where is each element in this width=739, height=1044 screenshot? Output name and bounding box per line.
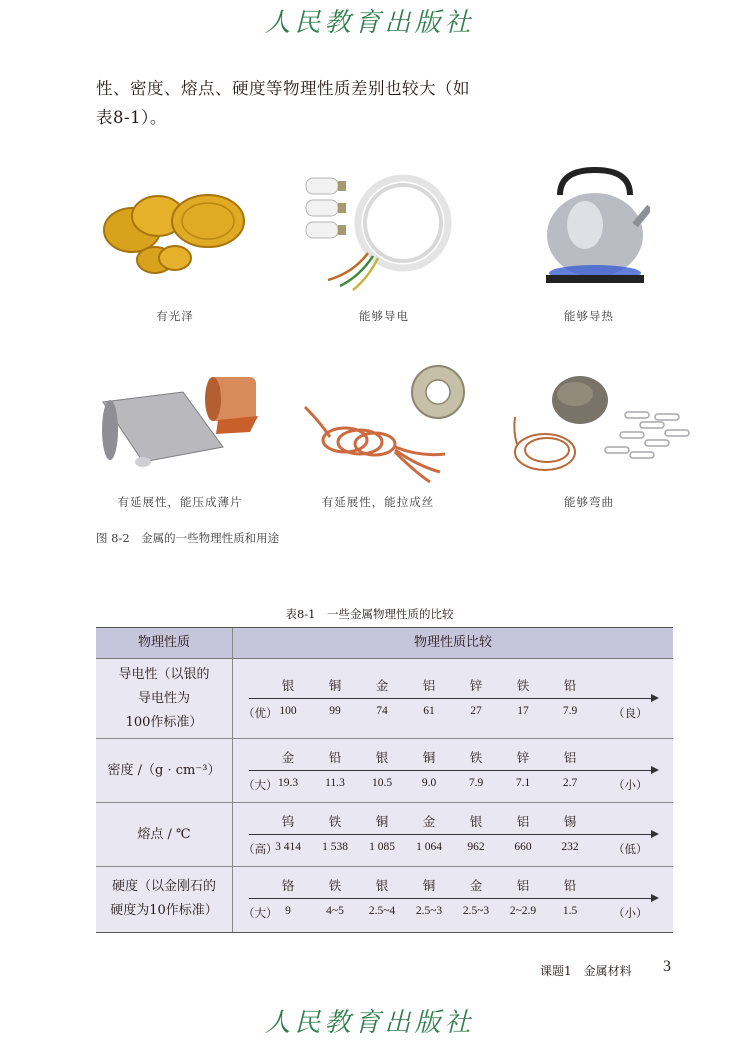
order-arrow-line xyxy=(249,698,653,699)
publisher-logo-top: 人民教育出版社 xyxy=(264,8,475,38)
metal-name: 铅 xyxy=(328,750,342,765)
metal-name: 铜 xyxy=(422,878,436,893)
order-start-label: （大） xyxy=(243,906,278,920)
metal-value: 99 xyxy=(329,705,341,717)
metal-name: 银 xyxy=(469,814,483,829)
metal-value: 7.1 xyxy=(515,777,531,789)
metal-value: 962 xyxy=(467,841,485,853)
table-row-hardness xyxy=(96,867,673,930)
metal-value: 61 xyxy=(423,705,435,717)
comparison-cells xyxy=(233,659,673,738)
order-end-label: （小） xyxy=(613,906,648,920)
metal-value: 10.5 xyxy=(371,777,393,789)
metal-value: 2.5~3 xyxy=(462,905,490,917)
order-end-label: （良） xyxy=(613,706,648,720)
foil-sheet-photo xyxy=(98,372,263,470)
metal-name: 铬 xyxy=(281,878,295,893)
header-comparison: 物理性质比较 xyxy=(413,635,492,650)
property-label xyxy=(96,739,232,802)
arrow-head-icon xyxy=(651,766,659,774)
metal-value: 2.7 xyxy=(562,777,578,789)
order-arrow-line xyxy=(249,898,653,899)
metal-name: 银 xyxy=(281,678,295,693)
metal-value: 2.5~4 xyxy=(368,905,396,917)
metal-name: 铁 xyxy=(516,678,530,693)
order-arrow-line xyxy=(249,770,653,771)
metal-name: 铁 xyxy=(328,878,342,893)
page-number: 3 xyxy=(663,958,671,975)
metal-value: 27 xyxy=(470,705,482,717)
property-label-line: 100作标准） xyxy=(125,714,203,730)
metal-name: 铝 xyxy=(563,750,577,765)
caption-malleable-sheet: 有延展性，能压成薄片 xyxy=(117,495,243,509)
property-label xyxy=(96,803,232,866)
property-label-line: 熔点 / ℃ xyxy=(137,826,191,842)
table-header xyxy=(96,628,673,659)
metal-name: 铅 xyxy=(563,678,577,693)
property-label-line: 导电性为 xyxy=(137,690,190,706)
copper-wire-photo xyxy=(300,362,465,487)
table-title: 表8-1 一些金属物理性质的比较 xyxy=(285,607,454,621)
table-row-density xyxy=(96,739,673,803)
intro-line-1: 性、密度、熔点、硬度等物理性质差别也较大（如 xyxy=(96,79,470,98)
metal-value: 3 414 xyxy=(275,841,301,853)
caption-ductile-wire: 有延展性，能拉成丝 xyxy=(321,495,435,509)
property-label-line: 硬度（以金刚石的 xyxy=(111,878,216,894)
metal-name: 金 xyxy=(281,750,295,765)
order-start-label: （优） xyxy=(243,706,278,720)
metal-value: 11.3 xyxy=(325,777,345,789)
metal-value: 232 xyxy=(561,841,579,853)
arrow-head-icon xyxy=(651,894,659,902)
metal-value: 2~2.9 xyxy=(509,905,537,917)
publisher-logo-bottom: 人民教育出版社 xyxy=(264,1008,475,1038)
comparison-cells xyxy=(233,739,673,802)
arrow-head-icon xyxy=(651,694,659,702)
order-end-label: （小） xyxy=(613,778,648,792)
metal-name: 铁 xyxy=(469,750,483,765)
order-start-label: （高） xyxy=(243,842,278,856)
metal-value: 100 xyxy=(279,705,297,717)
metal-name: 铝 xyxy=(516,878,530,893)
metal-value: 2.5~3 xyxy=(415,905,443,917)
intro-line-2: 表8-1）。 xyxy=(96,108,167,127)
metal-value: 1 085 xyxy=(369,841,395,853)
metal-name: 铅 xyxy=(563,878,577,893)
caption-conductive-heat: 能够导热 xyxy=(564,309,614,323)
order-arrow-line xyxy=(249,834,653,835)
order-start-label: （大） xyxy=(243,778,278,792)
metal-name: 锌 xyxy=(469,678,483,693)
property-label xyxy=(96,867,232,930)
intro-paragraph xyxy=(96,74,656,132)
metal-name: 锌 xyxy=(516,750,530,765)
steel-wool-clips-photo xyxy=(505,372,695,482)
property-label-line: 密度 /（g · cm⁻³） xyxy=(107,762,221,778)
metal-value: 19.3 xyxy=(277,777,299,789)
metal-name: 钨 xyxy=(281,814,295,829)
figure-caption: 图 8-2 金属的一些物理性质和用途 xyxy=(96,531,280,545)
metal-name: 铜 xyxy=(328,678,342,693)
header-property: 物理性质 xyxy=(137,635,190,650)
footer-section: 课题1 金属材料 xyxy=(540,964,632,978)
metal-properties-table xyxy=(96,627,673,933)
property-label-line: 导电性（以银的 xyxy=(118,666,210,682)
metal-name: 锡 xyxy=(563,814,577,829)
metal-value: 9.0 xyxy=(421,777,437,789)
metal-value: 7.9 xyxy=(468,777,484,789)
metal-value: 7.9 xyxy=(562,705,578,717)
wire-bulbs-photo xyxy=(298,168,458,293)
metal-name: 银 xyxy=(375,878,389,893)
metal-value: 9 xyxy=(285,905,291,917)
property-label xyxy=(96,659,232,738)
gold-coins-photo xyxy=(100,188,250,278)
metal-name: 银 xyxy=(375,750,389,765)
order-end-label: （低） xyxy=(613,842,648,856)
property-label-line: 硬度为10作标准） xyxy=(110,902,218,918)
metal-value: 1 538 xyxy=(322,841,348,853)
metal-name: 铝 xyxy=(516,814,530,829)
metal-value: 1.5 xyxy=(562,905,578,917)
table-row-melting-point xyxy=(96,803,673,867)
metal-value: 1 064 xyxy=(416,841,442,853)
caption-bendable: 能够弯曲 xyxy=(564,495,614,509)
metal-name: 金 xyxy=(422,814,436,829)
metal-value: 17 xyxy=(517,705,529,717)
metal-value: 660 xyxy=(514,841,532,853)
metal-name: 铁 xyxy=(328,814,342,829)
caption-conductive-electric: 能够导电 xyxy=(359,309,409,323)
metal-value: 74 xyxy=(376,705,388,717)
caption-luster: 有光泽 xyxy=(156,309,194,323)
comparison-cells xyxy=(233,803,673,866)
kettle-photo xyxy=(540,165,650,290)
metal-name: 铜 xyxy=(422,750,436,765)
metal-name: 金 xyxy=(375,678,389,693)
metal-name: 铜 xyxy=(375,814,389,829)
comparison-cells xyxy=(233,867,673,930)
table-row-conductivity xyxy=(96,659,673,739)
metal-name: 金 xyxy=(469,878,483,893)
arrow-head-icon xyxy=(651,830,659,838)
metal-value: 4~5 xyxy=(326,905,344,917)
metal-name: 铝 xyxy=(422,678,436,693)
